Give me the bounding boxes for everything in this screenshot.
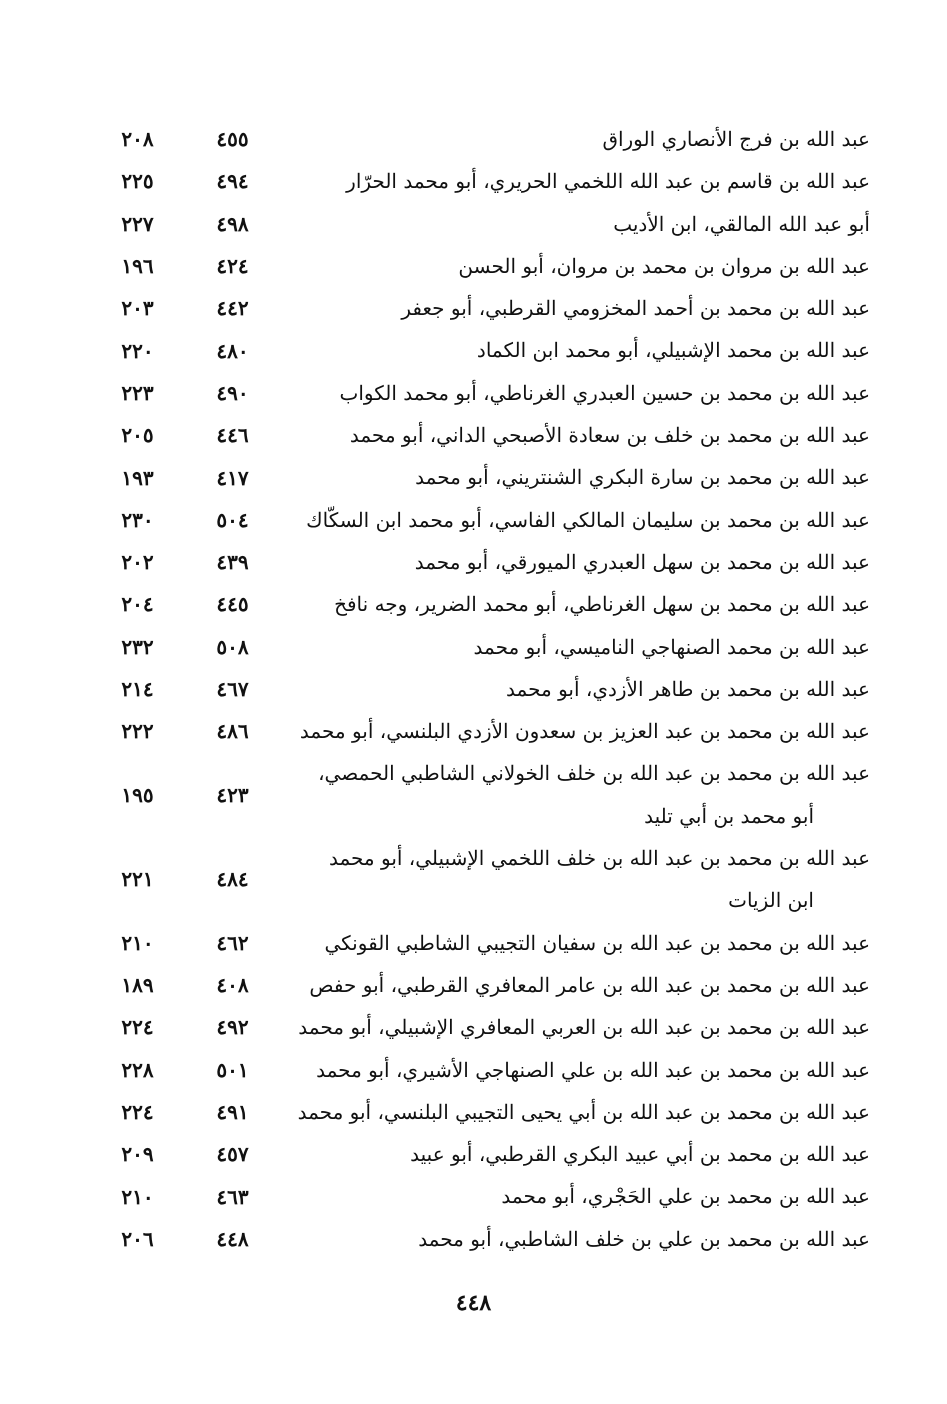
entry-name-line: عبد الله بن محمد بن سهل الغرناطي، أبو محمد الضرير، وجه نافخ <box>334 592 870 617</box>
entry-page: ٢٢٧ <box>121 211 154 236</box>
index-entry <box>90 922 870 964</box>
index-entry <box>90 837 870 922</box>
entry-page: ٢٢١ <box>121 867 154 892</box>
entry-name-line: عبد الله بن محمد الإشبيلي، أبو محمد ابن الكماد <box>476 338 870 363</box>
entry-page: ٢٠٦ <box>121 1226 154 1251</box>
entry-number: ٥٠٨ <box>216 634 249 659</box>
entry-number: ٤٦٢ <box>216 930 249 955</box>
entry-number: ٤٢٤ <box>216 254 249 279</box>
entry-number: ٤٥٥ <box>216 127 249 152</box>
entry-page: ٢٢٤ <box>121 1015 154 1040</box>
entry-name <box>280 1218 870 1260</box>
entry-name <box>280 583 870 625</box>
index-entry <box>90 1049 870 1091</box>
entry-name <box>280 287 870 329</box>
entry-name <box>280 752 870 837</box>
entry-name-continuation: أبو محمد بن أبي تليد <box>644 803 814 828</box>
entry-page: ٢١٠ <box>121 930 154 955</box>
entry-name-line: عبد الله بن محمد بن خلف بن سعادة الأصبحي الداني، أبو محمد <box>349 423 870 448</box>
entry-page: ٢٣٠ <box>121 507 154 532</box>
index-entry <box>90 456 870 498</box>
entry-name <box>280 668 870 710</box>
entry-page: ٢٠٤ <box>121 592 154 617</box>
entry-number: ٤٨٦ <box>216 719 249 744</box>
entry-name-line: عبد الله بن محمد بن علي بن خلف الشاطبي، أبو محمد <box>418 1226 870 1251</box>
entry-name-line: عبد الله بن مروان بن محمد بن مروان، أبو الحسن <box>458 253 870 278</box>
entry-number: ٤٤٥ <box>216 592 249 617</box>
entry-name-line: عبد الله بن محمد بن عبد الله بن خلف اللخمي الإشبيلي، أبو محمد <box>328 846 870 871</box>
index-entry <box>90 1218 870 1260</box>
entry-name <box>280 245 870 287</box>
entry-name <box>280 499 870 541</box>
page-number: ٤٤٨ <box>455 1290 492 1316</box>
entry-name-line: عبد الله بن فرج الأنصاري الوراق <box>602 127 870 151</box>
index-entry <box>90 1091 870 1133</box>
entry-page: ٢٢٣ <box>121 380 154 405</box>
entry-name-line: عبد الله بن محمد بن عبد الله بن أبي يحيى التجيبي البلنسي، أبو محمد <box>297 1099 870 1124</box>
entry-name-line: عبد الله بن محمد بن عبد الله بن العربي المعافري الإشبيلي، أبو محمد <box>298 1015 870 1040</box>
entry-number: ٤٥٧ <box>216 1142 249 1167</box>
entry-page: ٢١٤ <box>121 677 154 701</box>
entry-page: ٢٢٨ <box>121 1057 154 1082</box>
entry-name <box>280 1091 870 1133</box>
entry-name <box>280 329 870 371</box>
index-entry <box>90 245 870 287</box>
entry-name-line: عبد الله بن محمد بن طاهر الأزدي، أبو محمد <box>506 676 870 701</box>
entry-page: ١٩٦ <box>121 254 154 279</box>
entry-name <box>280 1133 870 1175</box>
entry-name <box>280 626 870 668</box>
entry-number: ٤٤٨ <box>216 1226 249 1251</box>
entry-name <box>280 160 870 202</box>
entry-name <box>280 710 870 752</box>
index-entry <box>90 414 870 456</box>
entry-name <box>280 203 870 245</box>
index-entry <box>90 752 870 837</box>
entry-number: ٤٦٣ <box>216 1184 249 1209</box>
entry-number: ٤٩٠ <box>216 380 249 405</box>
entry-name-line: عبد الله بن محمد بن سليمان المالكي الفاسي، أبو محمد ابن السكّاك <box>306 507 870 532</box>
entry-number: ٤٤٢ <box>216 296 249 321</box>
entry-number: ٥٠١ <box>216 1057 249 1082</box>
entry-name <box>280 118 870 160</box>
entry-page: ٢٠٣ <box>121 296 154 321</box>
entry-page: ٢٣٢ <box>121 634 154 659</box>
index-entry <box>90 372 870 414</box>
entry-name <box>280 922 870 964</box>
entry-name <box>280 1006 870 1048</box>
index-entry <box>90 160 870 202</box>
entry-page: ٢١٠ <box>121 1184 154 1209</box>
index-entry <box>90 710 870 752</box>
index-entry <box>90 583 870 625</box>
index-list <box>90 118 870 1260</box>
index-entry <box>90 964 870 1006</box>
entry-name <box>280 1175 870 1217</box>
entry-number: ٤٢٣ <box>216 782 249 807</box>
entry-page: ٢٠٨ <box>121 127 154 152</box>
entry-name-line: عبد الله بن محمد بن سهل العبدري الميورقي، أبو محمد <box>414 549 870 574</box>
entry-name-continuation: ابن الزيات <box>728 888 814 913</box>
entry-name-line: عبد الله بن محمد بن عبد الله بن خلف الخولاني الشاطبي الحمصي، <box>318 761 870 786</box>
index-entry <box>90 499 870 541</box>
index-entry <box>90 287 870 329</box>
entry-page: ٢٠٢ <box>121 550 154 575</box>
index-entry <box>90 329 870 371</box>
entry-name <box>280 541 870 583</box>
entry-name-line: عبد الله بن محمد بن عبد الله بن عامر المعافري القرطبي، أبو حفص <box>309 972 870 997</box>
entry-page: ٢٢٢ <box>121 719 154 744</box>
entry-number: ٤٩٤ <box>216 169 249 194</box>
entry-number: ٤٦٧ <box>216 677 249 701</box>
entry-name <box>280 456 870 498</box>
index-entry <box>90 1175 870 1217</box>
entry-number: ٤٤٦ <box>216 423 249 448</box>
index-entry <box>90 668 870 710</box>
entry-name <box>280 372 870 414</box>
entry-number: ٤٨٤ <box>216 867 249 892</box>
entry-number: ٤٨٠ <box>216 338 249 363</box>
entry-number: ٥٠٤ <box>216 507 249 532</box>
index-entry <box>90 118 870 160</box>
entry-page: ٢٠٩ <box>121 1142 154 1167</box>
entry-page: ١٩٣ <box>121 465 154 490</box>
entry-name <box>280 837 870 922</box>
index-entry <box>90 1133 870 1175</box>
entry-name-line: عبد الله بن محمد بن عبد الله بن سفيان التجيبي الشاطبي القونكي <box>324 930 870 955</box>
index-entry <box>90 203 870 245</box>
entry-name <box>280 1049 870 1091</box>
entry-name-line: عبد الله بن محمد بن أبي عبيد البكري القرطبي، أبو عبيد <box>410 1142 870 1167</box>
entry-number: ٤٣٩ <box>216 550 249 575</box>
entry-name-line: عبد الله بن قاسم بن عبد الله اللخمي الحريري، أبو محمد الحرّار <box>346 169 870 194</box>
entry-number: ٤٩٨ <box>216 211 249 236</box>
entry-name-line: عبد الله بن محمد الصنهاجي الناميسي، أبو محمد <box>473 634 870 659</box>
entry-name-line: عبد الله بن محمد بن عبد الله بن علي الصنهاجي الأشيري، أبو محمد <box>316 1057 870 1082</box>
entry-page: ٢٠٥ <box>121 423 154 448</box>
index-entry <box>90 1006 870 1048</box>
entry-page: ١٩٥ <box>121 782 154 807</box>
entry-number: ٤٩١ <box>216 1099 249 1124</box>
entry-name-line: عبد الله بن محمد بن سارة البكري الشنتريني، أبو محمد <box>415 465 870 490</box>
entry-number: ٤٠٨ <box>216 973 249 998</box>
entry-number: ٤٩٢ <box>216 1015 249 1040</box>
entry-name-line: عبد الله بن محمد بن أحمد المخزومي القرطبي، أبو جعفر <box>401 296 870 321</box>
entry-name-line: عبد الله بن محمد بن حسين العبدري الغرناطي، أبو محمد الكواب <box>339 380 870 405</box>
entry-name-line: عبد الله بن محمد بن علي الحَجْري، أبو محمد <box>501 1184 870 1209</box>
entry-name-line: أبو عبد الله المالقي، ابن الأديب <box>613 211 870 236</box>
entry-page: ٢٢٥ <box>121 169 154 194</box>
entry-page: ١٨٩ <box>121 973 154 998</box>
entry-page: ٢٢٤ <box>121 1099 154 1124</box>
entry-number: ٤١٧ <box>216 465 249 490</box>
index-entry <box>90 541 870 583</box>
entry-page: ٢٢٠ <box>121 338 154 363</box>
entry-name <box>280 414 870 456</box>
entry-name-line: عبد الله بن محمد بن عبد العزيز بن سعدون الأزدي البلنسي، أبو محمد <box>299 719 870 744</box>
entry-name <box>280 964 870 1006</box>
index-entry <box>90 626 870 668</box>
